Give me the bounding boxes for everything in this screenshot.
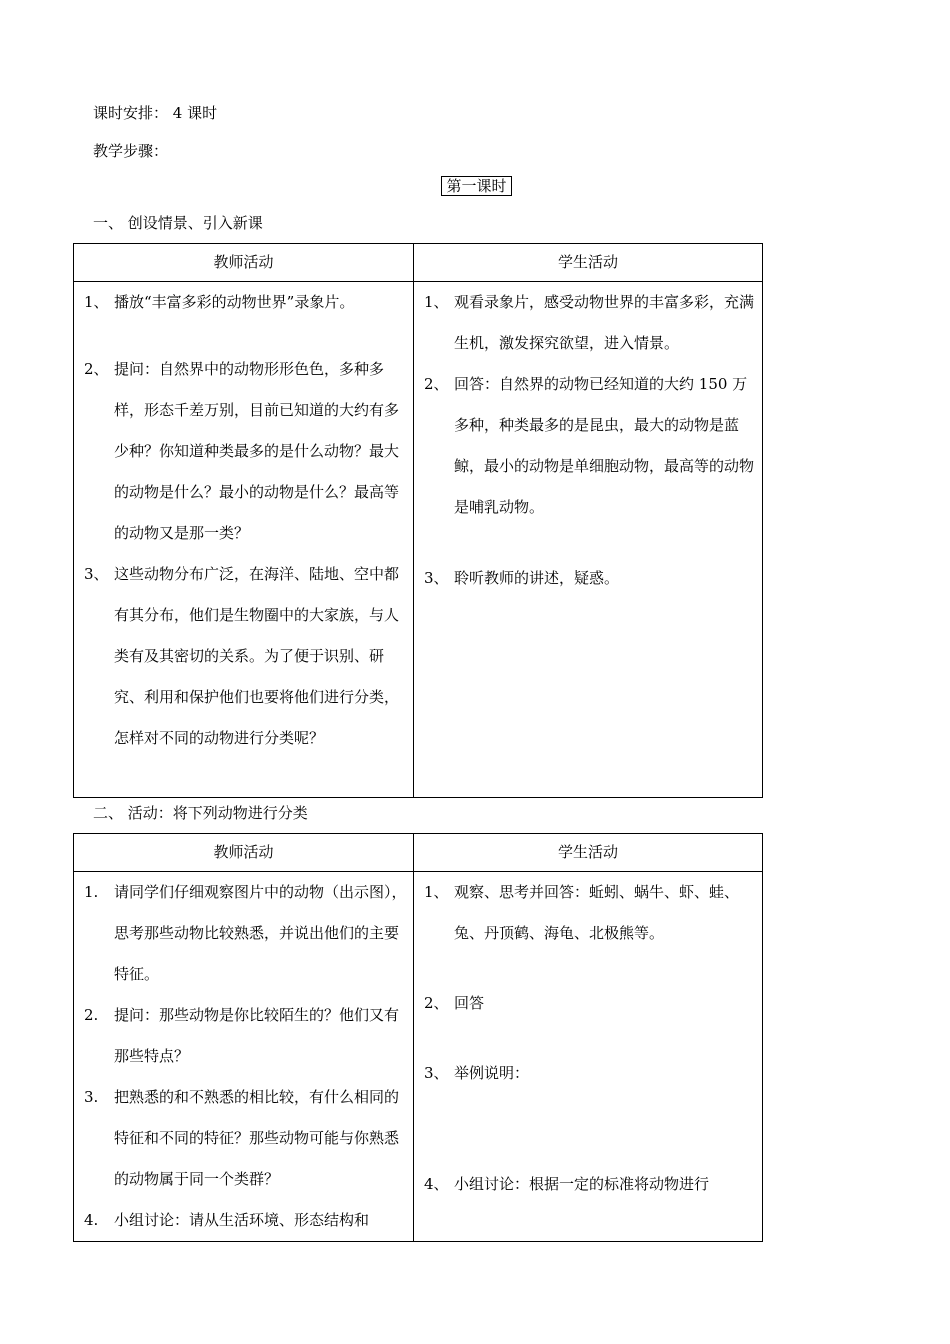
- student-item: 1、 观看录象片，感受动物世界的丰富多彩，充满生机，激发探究欲望，进入情景。: [424, 293, 755, 352]
- student-column-header: 学生活动: [414, 834, 763, 872]
- teacher-item: 2. 提问：那些动物是你比较陌生的？他们又有那些特点？: [84, 1006, 400, 1065]
- student-activities: [414, 282, 763, 798]
- teacher-item: 2、 提问：自然界中的动物形形色色，多种多样，形态千差万别，目前已知道的大约有多少种？你知道种类最多的是什么动物？最大的动物是什么？最小的动物是什么？最高等的动物又是那一类？: [84, 360, 400, 542]
- student-item: 3、 举例说明：: [424, 1064, 530, 1082]
- student-item: 3、 聆听教师的讲述，疑惑。: [424, 569, 620, 587]
- teacher-activities: [74, 282, 414, 798]
- teacher-column-header: 教师活动: [74, 244, 414, 282]
- section-2-heading: 二、 活动：将下列动物进行分类: [93, 804, 308, 822]
- schedule-line: 课时安排： 4 课时: [93, 104, 218, 122]
- steps-label: 教学步骤：: [93, 142, 169, 160]
- lesson-title: 第一课时: [441, 176, 512, 196]
- student-column-header: 学生活动: [414, 244, 763, 282]
- section-1-heading: 一、 创设情景、引入新课: [93, 214, 263, 232]
- student-activities: [414, 872, 763, 1242]
- teacher-item: 3. 把熟悉的和不熟悉的相比较，有什么相同的特征和不同的特征？那些动物可能与你熟悉的动物属于同一个类群？: [84, 1088, 400, 1188]
- teacher-column-header: 教师活动: [74, 834, 414, 872]
- student-item: 2、 回答：自然界的动物已经知道的大约 150 万多种，种类最多的是昆虫，最大的动物是蓝鲸，最小的动物是单细胞动物，最高等的动物是哺乳动物。: [424, 375, 755, 516]
- activity-table-1: [73, 243, 763, 798]
- student-item: 2、 回答: [424, 994, 485, 1012]
- student-item: 1、 观察、思考并回答：蚯蚓、蜗牛、虾、蛙、兔、丹顶鹤、海龟、北极熊等。: [424, 883, 740, 942]
- teacher-item: 4. 小组讨论：请从生活环境、形态结构和: [84, 1211, 370, 1229]
- student-item: 4、 小组讨论：根据一定的标准将动物进行: [424, 1175, 710, 1193]
- teacher-item: 1. 请同学们仔细观察图片中的动物（出示图），思考那些动物比较熟悉，并说出他们的主要特征。: [84, 883, 407, 983]
- teacher-activities: [74, 872, 414, 1242]
- teacher-item: 3、 这些动物分布广泛，在海洋、陆地、空中都有其分布，他们是生物圈中的大家族，与人类有及其密切的关系。为了便于识别、研究、利用和保护他们也要将他们进行分类，怎样对不同的动物进行分类呢？: [84, 565, 400, 747]
- teacher-item: 1、 播放“丰富多彩的动物世界”录象片。: [84, 293, 355, 311]
- activity-table-2: [73, 833, 763, 1242]
